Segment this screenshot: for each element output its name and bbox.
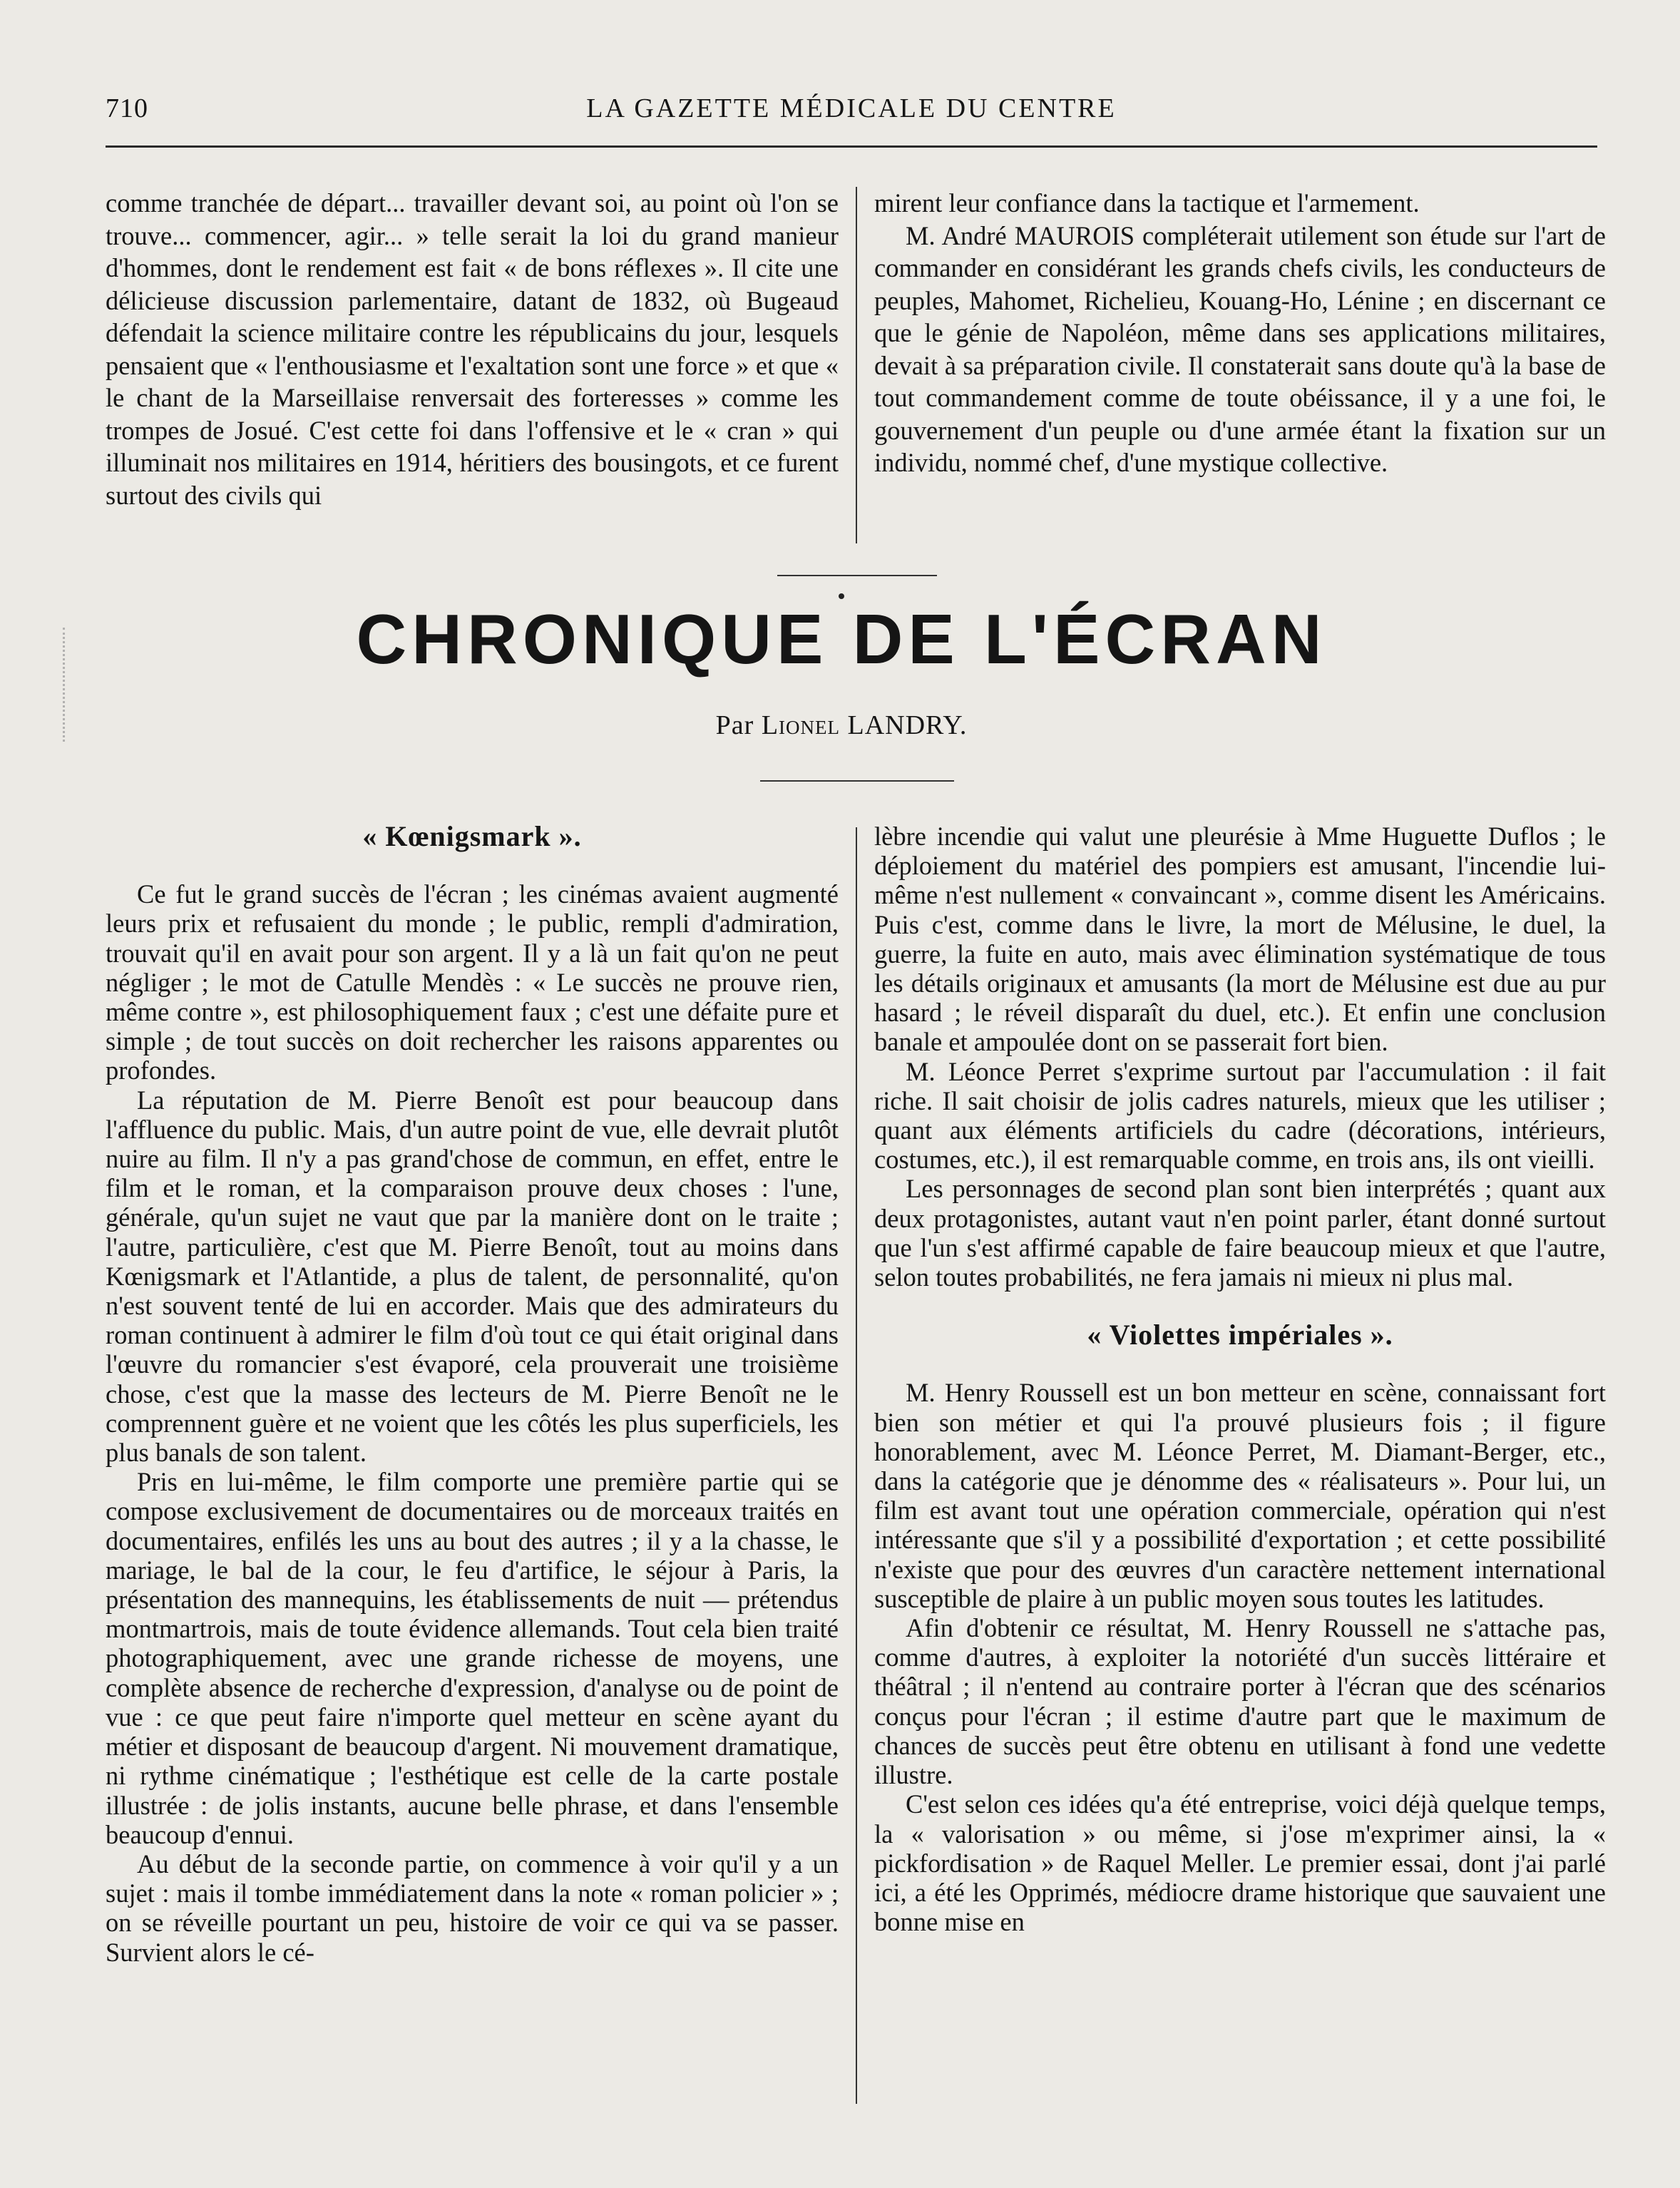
top-left-column: [106, 187, 839, 511]
paragraph: Les personnages de second plan sont bien interprétés ; quant aux deux protagonistes, autant vaut n'en point parler, étant donné surtout que l'un s'est affirmé capable de faire beaucoup mieux et que l'autre, selon toutes probabilités, ne fera jamais ni mieux ni plus mal.: [874, 1174, 1606, 1292]
title-rule-bottom: [760, 780, 954, 782]
byline-last-name: LANDRY.: [847, 710, 968, 740]
paragraph: M. André MAUROIS compléterait utilement son étude sur l'art de commander en considérant les grands chefs civils, les conducteurs de peuples, Mahomet, Richelieu, Kouang-Ho, Lénine ; en discernant ce que le génie de Napoléon, même dans ses applications militaires, devait à sa préparation civile. Il constaterait sans doute qu'à la base de tout commandement comme de toute obéissance, il y a une foi, le gouvernement d'un peuple ou d'une armée étant la fixation sur un individu, nommé chef, d'une mystique collective.: [874, 220, 1606, 477]
column-separator: [856, 827, 857, 2104]
binding-marks: [63, 628, 101, 742]
byline-prefix: Par: [715, 710, 754, 740]
paragraph: Au début de la seconde partie, on commence à voir qu'il y a un sujet : mais il tombe immédiatement dans la note « roman policier » ; on se réveille pourtant un peu, histoire de voir ce qui va se passer. Survient alors le cé-: [106, 1849, 839, 1967]
lower-left-column: [106, 822, 839, 1967]
paragraph: C'est selon ces idées qu'a été entreprise, voici déjà quelque temps, la « valorisation » ou même, si j'ose m'exprimer ainsi, la « pickfordisation » de Raquel Meller. Le premier essai, dont j'ai parlé ici, a été les Opprimés, médiocre drame historique que sauvaient une bonne mise en: [874, 1789, 1606, 1937]
byline-first-name: Lionel: [761, 710, 840, 740]
paragraph: Pris en lui-même, le film comporte une première partie qui se compose exclusivement de documentaires ou de morceaux traités en documentaires, enfilés les uns au bout des autres ; il y a la chasse, le mariage, le bal de la cour, le feu d'artifice, le séjour à Paris, la présentation des mannequins, les établissements de nuit — prétendus montmartrois, mais de toute évidence allemands. Tout cela bien traité photographiquement, avec une grande richesse de moyens, une complète absence de recherche d'expression, d'analyse ou de point de vue : ce que peut faire n'importe quel metteur en scène ayant du métier et disposant de beaucoup d'argent. Ni mouvement dramatique, ni rythme cinématique ; l'esthétique est celle de la carte postale illustrée : de jolis instants, aucune belle phrase, et dans l'ensemble beaucoup d'ennui.: [106, 1467, 839, 1849]
section-title: « Violettes impériales ».: [1087, 1319, 1393, 1351]
paragraph: La réputation de M. Pierre Benoît est pour beaucoup dans l'affluence du public. Mais, d'un autre point de vue, elle devrait plutôt nuire au film. Il n'y a pas grand'chose de commun, en effet, entre le film et le roman, et la comparaison prouve deux choses : l'une, générale, qu'un sujet ne vaut que par la manière dont on le traite ; l'autre, particulière, c'est que M. Pierre Benoît, tout au moins dans Kœnigsmark et l'Atlantide, a plus de talent, de personnalité, qu'on n'est souvent tenté de lui en accorder. Mais que des admirateurs du roman continuent à admirer le film d'où tout ce qui était original dans l'œuvre du romancier s'est évaporé, cela prouverait une troisième chose, c'est que la masse des lecteurs de M. Pierre Benoît ne le comprennent guère et ne voient que les côtés les plus superficiels, les plus banals de son talent.: [106, 1085, 839, 1468]
byline: [143, 710, 1540, 741]
paragraph: comme tranchée de départ... travailler devant soi, au point où l'on se trouve... commencer, agir... » telle serait la loi du grand manieur d'hommes, dont le rendement est fait « de bons réflexes ». Il cite une délicieuse discussion parlementaire, datant de 1832, où Bugeaud défendait la science militaire contre les républicains du jour, lesquels pensaient que « l'enthousiasme et l'exaltation sont une force » et que « le chant de la Marseillaise renversait des forteresses » comme les trompes de Josué. C'est cette foi dans l'offensive et le « cran » qui illuminait nos militaires en 1914, héritiers des bousingots, et ce furent surtout des civils qui: [106, 188, 839, 510]
running-title: LA GAZETTE MÉDICALE DU CENTRE: [586, 93, 1117, 123]
paragraph: M. Henry Roussell est un bon metteur en scène, connaissant fort bien son métier et qui l'a prouvé plusieurs fois ; il figure honorablement, avec M. Léonce Perret, M. Diamant-Berger, etc., dans la catégorie que je dénomme des « réalisateurs ». Pour lui, un film est avant tout une opération commerciale, opération qui n'est intéressante que s'il y a possibilité d'exportation ; et cette possibilité n'existe que pour des œuvres d'un caractère nettement international susceptible de plaire à un public moyen sous toutes les latitudes.: [874, 1378, 1606, 1613]
top-right-column: [874, 187, 1606, 479]
paragraph: lèbre incendie qui valut une pleurésie à Mme Huguette Duflos ; le déploiement du matériel des pompiers est amusant, l'incendie lui-même n'est nullement « convaincant », comme disent les Américains. Puis c'est, comme dans le livre, la mort de Mélusine, le duel, la guerre, la fuite en auto, mais avec élimination systématique de tous les détails originaux et amusants (la mort de Mélusine est due au pur hasard ; le réveil disparaît du duel, etc.). Et enfin une conclusion banale et ampoulée dont on se passerait fort bien.: [874, 822, 1606, 1057]
title-rule-top: [777, 575, 937, 576]
paragraph: Ce fut le grand succès de l'écran ; les cinémas avaient augmenté leurs prix et refusaient du monde ; le public, rempli d'admiration, trouvait qu'il en avait pour son argent. Il y a là un fait qu'on ne peut négliger ; le mot de Catulle Mendès : « Le succès ne prouve rien, même contre », est philosophiquement faux ; c'est une défaite pure et simple ; de tout succès on doit rechercher les raisons apparentes ou profondes.: [106, 879, 839, 1085]
page-number: 710: [106, 93, 148, 123]
paragraph: mirent leur confiance dans la tactique et l'armement.: [874, 188, 1420, 218]
header-rule: [106, 145, 1597, 148]
title-ornament: [839, 593, 844, 599]
article-title: CHRONIQUE DE L'ÉCRAN: [356, 600, 1327, 678]
section-title: « Kœnigsmark ».: [362, 820, 582, 852]
paragraph: M. Léonce Perret s'exprime surtout par l'accumulation : il fait riche. Il sait choisir de jolis cadres naturels, mieux que les utiliser ; quant aux éléments artificiels du cadre (décorations, intérieurs, costumes, etc.), il est remarquable comme, en trois ans, ils ont vieilli.: [874, 1056, 1606, 1175]
paragraph: Afin d'obtenir ce résultat, M. Henry Roussell ne s'attache pas, comme d'autres, à exploiter la notoriété d'un succès littéraire et théâtral ; il n'entend au contraire porter à l'écran que des scénarios conçus pour l'écran ; il estime d'autre part que le maximum de chances de succès peut être obtenu en utilisant à fond une vedette illustre.: [874, 1613, 1606, 1790]
column-separator: [856, 187, 857, 543]
lower-right-column: [874, 822, 1606, 1936]
page-header: [106, 93, 1597, 136]
